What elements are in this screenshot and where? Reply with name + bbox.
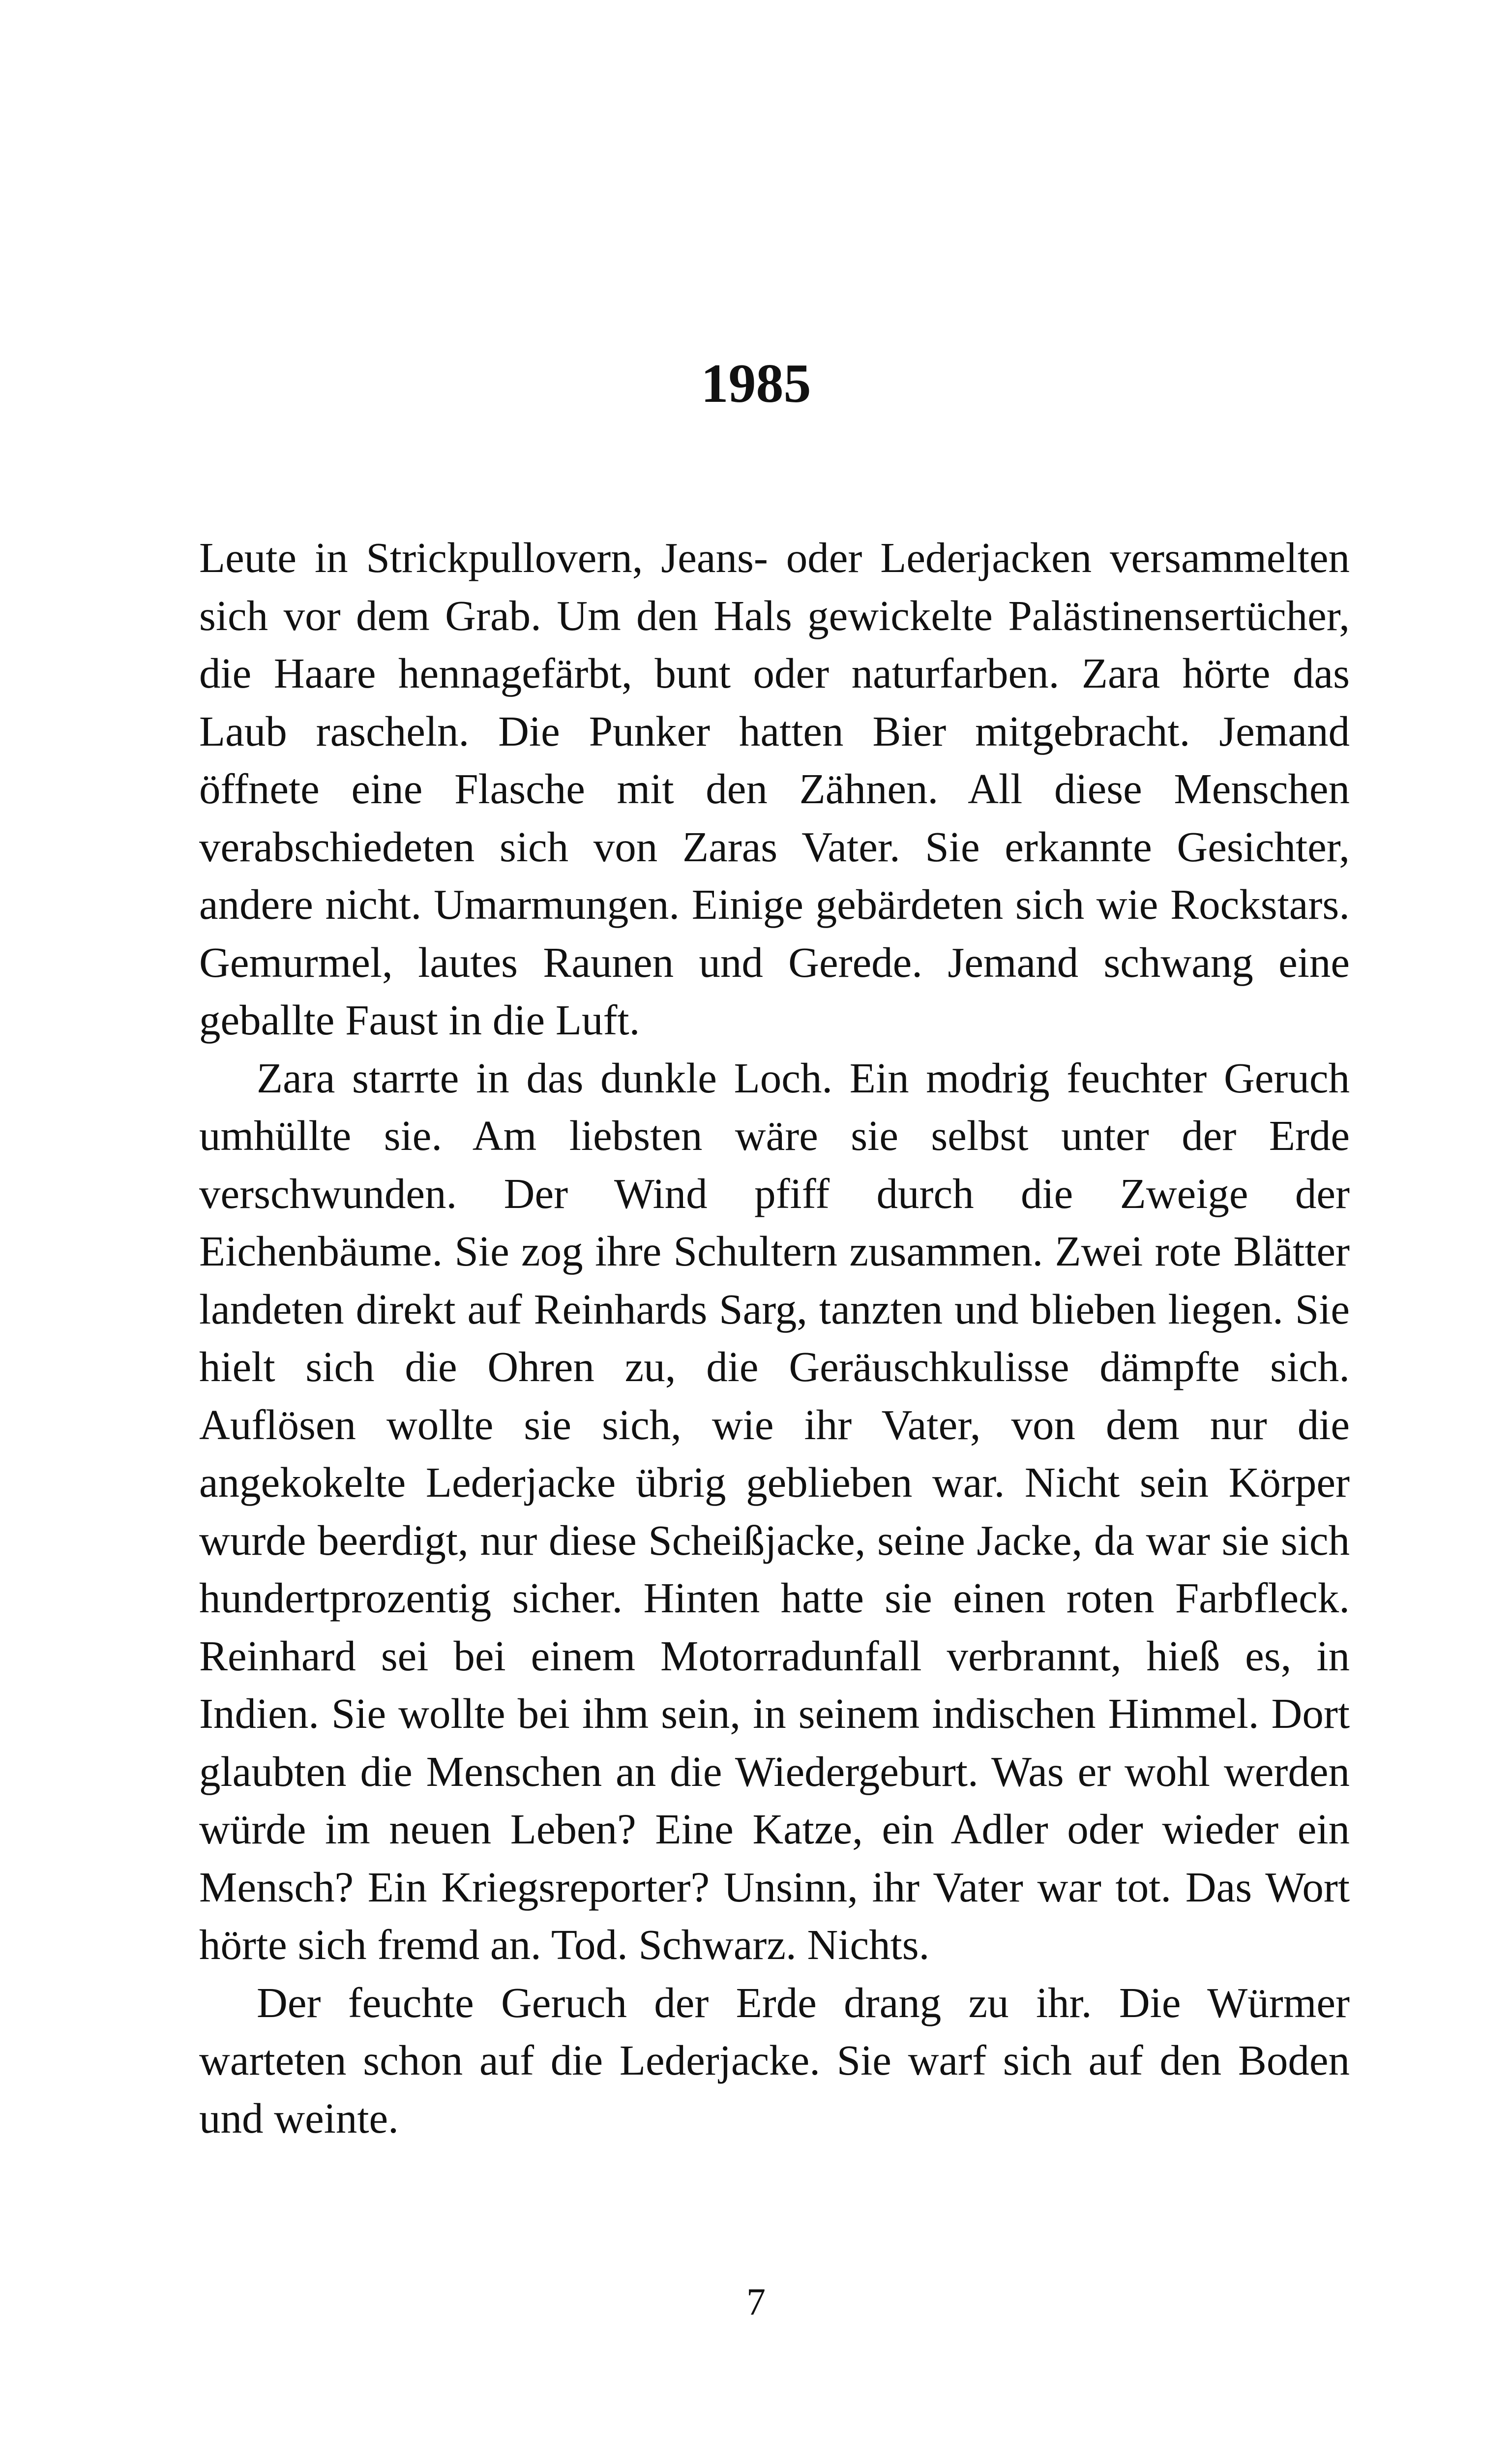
page-number: 7 xyxy=(746,2280,766,2323)
body-text xyxy=(199,529,1350,2147)
paragraph-3: Der feuchte Geruch der Erde drang zu ihr. Die Würmer warteten schon auf die Lederjacke. Sie warf sich auf den Boden und weinte. xyxy=(199,1978,1350,2142)
paragraph-2: Zara starrte in das dunkle Loch. Ein modrig feuchter Geruch umhüllte sie. Am liebsten wäre sie selbst unter der Erde verschwunden. Der Wind pfiff durch die Zweige der Eichenbäume. Sie zog ihre Schultern zusammen. Zwei rote Blätter landeten direkt auf Reinhards Sarg, tanzten und blieben liegen. Sie hielt sich die Ohren zu, die Geräuschkulisse dämpfte sich. Auflösen wollte sie sich, wie ihr Vater, von dem nur die angekokelte Lederjacke übrig geblieben war. Nicht sein Körper wurde beerdigt, nur diese Scheißjacke, seine Jacke, da war sie sich hundertprozentig sicher. Hinten hatte sie einen roten Farbfleck. Reinhard sei bei einem Motorradunfall verbrannt, hieß es, in Indien. Sie wollte bei ihm sein, in seinem indischen Himmel. Dort glaubten die Menschen an die Wiedergeburt. Was er wohl werden würde im neuen Leben? Eine Katze, ein Adler oder wieder ein Mensch? Ein Kriegsreporter? Unsinn, ihr Vater war tot. Das Wort hörte sich fremd an. Tod. Schwarz. Nichts. xyxy=(199,1054,1350,1968)
paragraph-1: Leute in Strickpullovern, Jeans- oder Lederjacken versammelten sich vor dem Grab. Um den Hals gewickelte Palästinensertücher, die Haare hennagefärbt, bunt oder naturfarben. Zara hörte das Laub rascheln. Die Punker hatten Bier mitgebracht. Jemand öffnete eine Flasche mit den Zähnen. All diese Menschen verabschiedeten sich von Zaras Vater. Sie erkannte Gesichter, andere nicht. Umarmungen. Einige gebärdeten sich wie Rockstars. Gemurmel, lautes Raunen und Gerede. Jemand schwang eine geballte Faust in die Luft. xyxy=(199,534,1350,1044)
chapter-title: 1985 xyxy=(701,353,811,414)
